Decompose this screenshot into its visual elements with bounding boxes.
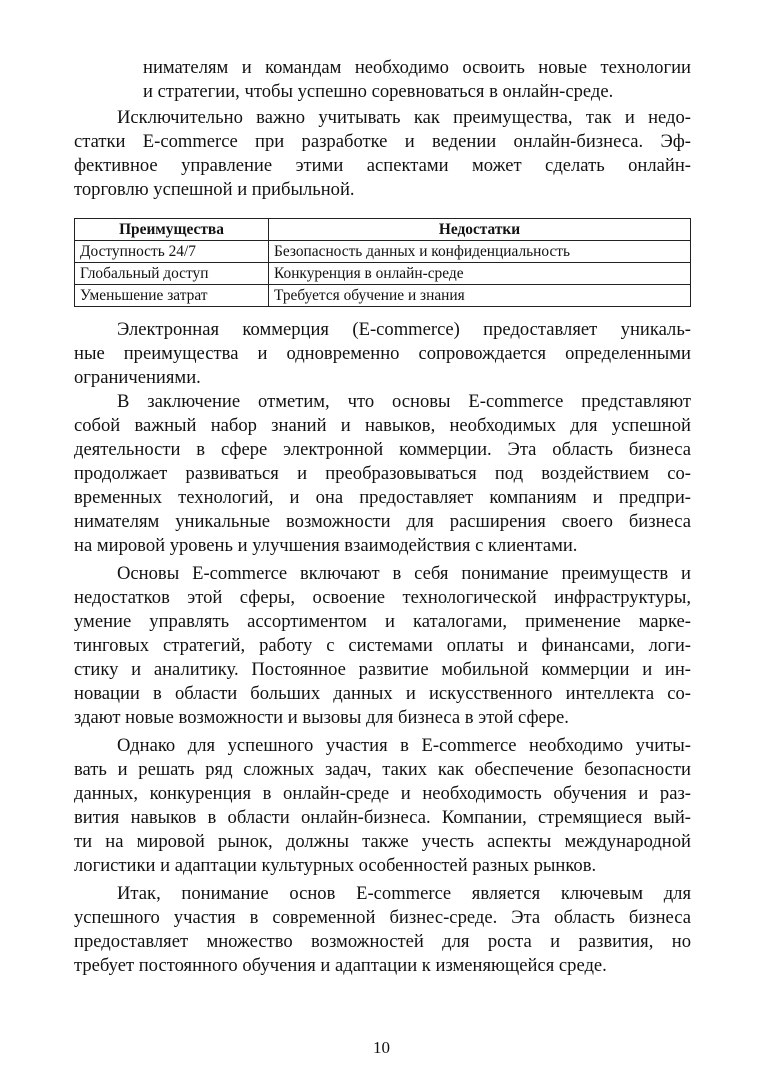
- text-line: Итак, понимание основ E-commerce является ключевым для: [117, 883, 691, 904]
- text-line: и стратегии, чтобы успешно соревноваться в онлайн-среде.: [143, 81, 614, 102]
- text-line: Основы E-commerce включают в себя понимание преимуществ и: [117, 563, 691, 584]
- table-header-row: [75, 219, 691, 241]
- paragraph-4: [74, 562, 691, 730]
- text-line: стику и аналитику. Постоянное развитие мобильной коммерции и ин-: [74, 659, 691, 680]
- table-row: [75, 263, 691, 285]
- text-line: успешного участия в современной бизнес-среде. Эта область бизнеса: [74, 907, 691, 928]
- text-line: Электронная коммерция (E-commerce) предоставляет уникаль-: [117, 319, 691, 340]
- page-number: 10: [373, 1038, 390, 1057]
- text-line: тинговых стратегий, работу с системами оплаты и финансами, логи-: [74, 635, 691, 656]
- text-line: недостатков этой сферы, освоение технологической инфраструктуры,: [74, 587, 691, 608]
- table-cell: Уменьшение затрат: [75, 285, 269, 307]
- intro-paragraph: [74, 56, 691, 104]
- header-advantages: Преимущества: [75, 219, 269, 241]
- text-line: вать и решать ряд сложных задач, таких как обеспечение безопасности: [74, 759, 691, 780]
- table-cell: Конкуренция в онлайн-среде: [269, 263, 691, 285]
- paragraph-6: [74, 882, 691, 978]
- table-cell: Глобальный доступ: [75, 263, 269, 285]
- text-line: фективное управление этими аспектами может сделать онлайн-: [74, 155, 691, 176]
- paragraph-3: [74, 390, 691, 558]
- comparison-table: [74, 218, 691, 307]
- text-line: требует постоянного обучения и адаптации к изменяющейся среде.: [74, 955, 607, 976]
- paragraph-5: [74, 734, 691, 878]
- text-line: ограничениями.: [74, 367, 201, 388]
- table-cell: Доступность 24/7: [75, 241, 269, 263]
- text-line: Исключительно важно учитывать как преимущества, так и недо-: [117, 107, 691, 128]
- text-line: собой важный набор знаний и навыков, необходимых для успешной: [74, 415, 691, 436]
- text-line: ти на мировой рынок, должны также учесть аспекты международной: [74, 831, 691, 852]
- text-line: данных, конкуренция в онлайн-среде и необходимость обучения и раз-: [74, 783, 691, 804]
- text-line: продолжает развиваться и преобразовываться под воздействием со-: [74, 463, 691, 484]
- header-disadvantages: Недостатки: [269, 219, 691, 241]
- text-line: умение управлять ассортиментом и каталогами, применение марке-: [74, 611, 691, 632]
- table-cell: Безопасность данных и конфиденциальность: [269, 241, 691, 263]
- text-line: нимателям уникальные возможности для расширения своего бизнеса: [74, 511, 691, 532]
- table-cell: Требуется обучение и знания: [269, 285, 691, 307]
- paragraph-1: [74, 106, 691, 202]
- text-line: предоставляет множество возможностей для роста и развития, но: [74, 931, 691, 952]
- table-row: [75, 241, 691, 263]
- text-line: временных технологий, и она предоставляет компаниям и предпри-: [74, 487, 691, 508]
- text-line: на мировой уровень и улучшения взаимодействия с клиентами.: [74, 535, 578, 556]
- text-line: нимателям и командам необходимо освоить новые технологии: [143, 57, 691, 78]
- text-line: В заключение отметим, что основы E-commerce представляют: [117, 391, 691, 412]
- text-line: вития навыков в области онлайн-бизнеса. Компании, стремящиеся вый-: [74, 807, 691, 828]
- text-line: здают новые возможности и вызовы для бизнеса в этой сфере.: [74, 707, 569, 728]
- text-line: новации в области больших данных и искусственного интеллекта со-: [74, 683, 691, 704]
- text-line: Однако для успешного участия в E-commerce необходимо учиты-: [117, 735, 691, 756]
- text-line: статки E-commerce при разработке и ведении онлайн-бизнеса. Эф-: [74, 131, 691, 152]
- text-line: торговлю успешной и прибыльной.: [74, 179, 355, 200]
- text-line: ные преимущества и одновременно сопровождается определенными: [74, 343, 691, 364]
- text-line: деятельности в сфере электронной коммерции. Эта область бизнеса: [74, 439, 691, 460]
- paragraph-2: [74, 318, 691, 390]
- text-line: логистики и адаптации культурных особенностей разных рынков.: [74, 855, 597, 876]
- table-row: [75, 285, 691, 307]
